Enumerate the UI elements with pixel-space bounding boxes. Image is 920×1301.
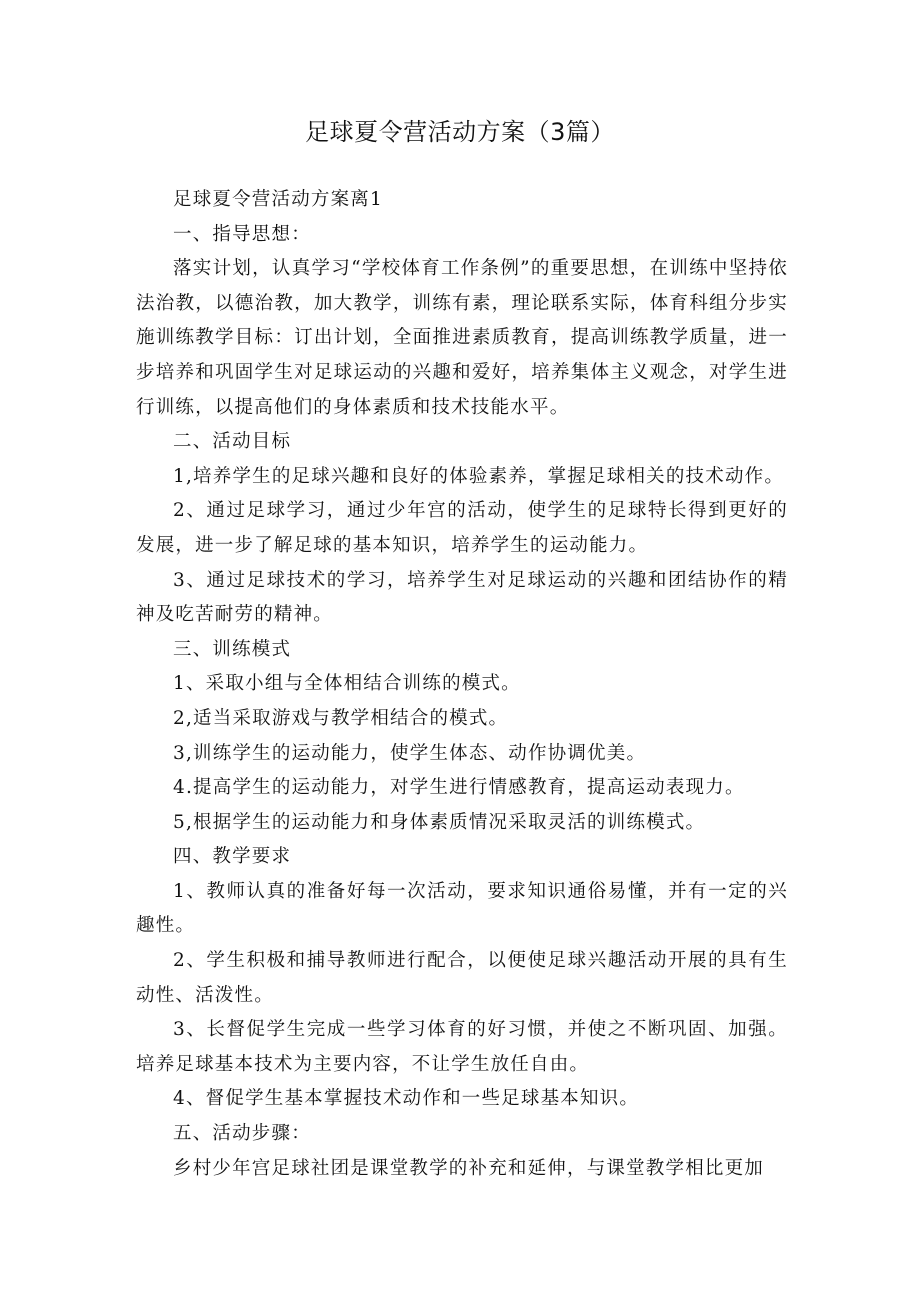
heading-activity-goals: 二、活动目标 (173, 431, 292, 453)
mode-item-2: 2,适当采取游戏与教学相结合的模式。 (173, 707, 509, 729)
requirement-item-4: 4、督促学生基本掌握技术动作和一些足球基本知识。 (173, 1088, 640, 1110)
paragraph-activity-steps: 乡村少年宫足球社团是课堂教学的补充和延伸，与课堂教学相比更加 (173, 1157, 765, 1179)
mode-item-5: 5,根据学生的运动能力和身体素质情况采取灵活的训练模式。 (173, 811, 706, 833)
requirement-item-3: 3、长督促学生完成一些学习体育的好习惯，并使之不断巩固、加强。培养足球基本技术为主要内容，不让学生放任自由。 (136, 1019, 788, 1075)
document-body (136, 183, 788, 1186)
goal-item-1: 1,培养学生的足球兴趣和良好的体验素养，掌握足球相关的技术动作。 (173, 465, 785, 487)
requirement-item-2: 2、学生积极和捕导教师进行配合，以便使足球兴趣活动开展的具有生动性、活泼性。 (136, 950, 788, 1006)
mode-item-3: 3,训练学生的运动能力，使学生体态、动作协调优美。 (173, 742, 647, 764)
mode-item-4: 4.提高学生的运动能力，对学生进行情感教育，提高运动表现力。 (173, 777, 745, 799)
goal-item-2: 2、通过足球学习，通过少年宫的活动，使学生的足球特长得到更好的发展，进一步了解足球的基本知识，培养学生的运动能力。 (136, 500, 788, 556)
requirement-item-1: 1、教师认真的准备好每一次活动，要求知识通俗易懂，并有一定的兴趣性。 (136, 880, 788, 937)
document-title: 足球夏令营活动方案（3篇） (305, 118, 615, 146)
goal-item-3: 3、通过足球技术的学习，培养学生对足球运动的兴趣和团结协作的精神及吃苦耐劳的精神。 (136, 569, 788, 626)
section-heading: 足球夏令营活动方案离1 (173, 189, 383, 210)
heading-training-mode: 三、训练模式 (173, 638, 292, 660)
mode-item-1: 1、采取小组与全体相结合训练的模式。 (173, 673, 521, 695)
heading-activity-steps: 五、活动步骤： (173, 1123, 311, 1145)
paragraph-guiding-ideology: 落实计划，认真学习“学校体育工作条例”的重要思想，在训练中坚持依法治教，以德治教，加大教学，训练有素，理论联系实际，体育科组分步实施训练教学目标：订出计划，全面推进素质教育，提高训练教学质量，进一步培养和巩固学生对足球运动的兴趣和爱好，培养集体主义观念，对学生进行训练，以提高他们的身体素质和技术技能水平。 (136, 258, 788, 418)
heading-guiding-ideology: 一、指导思想： (173, 223, 311, 245)
heading-teaching-requirements: 四、教学要求 (173, 846, 292, 868)
